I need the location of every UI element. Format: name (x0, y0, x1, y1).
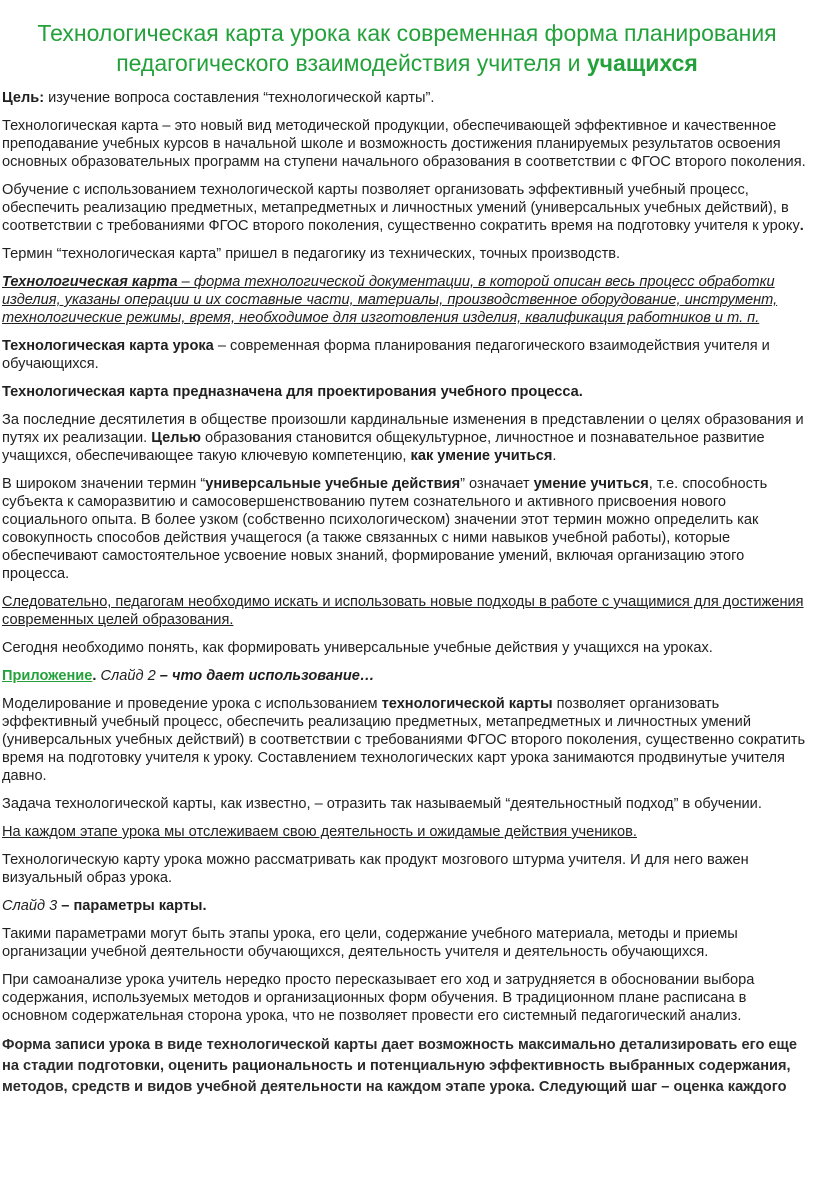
paragraph-slide-3: Слайд 3 – параметры карты. (2, 898, 207, 914)
goal-label: Цель: (2, 90, 45, 106)
paragraph-purpose: Технологическая карта предназначена для проектирования учебного процесса. (2, 384, 583, 400)
paragraph-conclusion: Следовательно, педагогам необходимо искать и использовать новые подходы в работе с учащимися для достижения современных целей образования. (2, 594, 804, 628)
paragraph-lesson-card-definition: Технологическая карта урока – современная форма планирования педагогического взаимодействия учителя и обучающихся. (2, 338, 770, 372)
paragraph-self-analysis: При самоанализе урока учитель нередко просто пересказывает его ход и затрудняется в обосновании выбора содержания, используемых методов и организационных форм обучения. В традиционном плане расписана в основном содержательная сторона урока, что не позволяет провести его системный педагогический анализ. (2, 972, 755, 1024)
paragraph-uud-definition: В широком значении термин “универсальные учебные действия” означает умение учиться, т.е. способность субъекта к саморазвитию и самосовершенствованию путем сознательного и активного присвоения нового социального опыта. В более узком (собственно психологическом) значении этот термин можно определить как совокупность способов действия учащегося (а также связанных с ними навыков учебной работы), которые обеспечивают самостоятельное усвоение новых знаний, формирование умений, включая организацию этого процесса. (2, 476, 768, 582)
paragraph-modeling: Моделирование и проведение урока с использованием технологической карты позволяет организовать эффективный учебный процесс, обеспечить реализацию предметных, метапредметных и личностных умений (универсальных учебных действий) в соответствии с требованиями ФГОС второго поколения, существенно сократить время на подготовку учителя к уроку. Составлением технологических карт урока занимаются продвинутые учителя давно. (2, 696, 806, 784)
paragraph-technical-definition: Технологическая карта – форма технологической документации, в которой описан весь процесс обработки изделия, указаны операции и их составные части, материалы, производственное оборудование, инструмент, технологические режимы, время, необходимое для изготовления изделия, квалификация работников и т. п. (2, 274, 778, 326)
goal-paragraph: Цель: изучение вопроса составления “технологической карты”. (2, 90, 435, 106)
paragraph-brainstorm: Технологическую карту урока можно рассматривать как продукт мозгового штурма учителя. И для него важен визуальный образ урока. (2, 852, 749, 886)
appendix-link[interactable]: Приложение (2, 668, 93, 684)
paragraph-benefits: Обучение с использованием технологической карты позволяет организовать эффективный учебный процесс, обеспечить реализацию предметных, метапредметных и личностных умений (универсальных учебных действий), в соответствии с требованиями ФГОС второго поколения, существенно сократить время на подготовку учителя к уроку. (2, 182, 804, 234)
paragraph-today: Сегодня необходимо понять, как формировать универсальные учебные действия у учащихся на уроках. (2, 640, 713, 656)
paragraph-task: Задача технологической карты, как известно, – отразить так называемый “деятельностный подход” в обучении. (2, 796, 762, 812)
paragraph-term-origin: Термин “технологическая карта” пришел в педагогику из технических, точных производств. (2, 246, 621, 262)
title-bold-word: учащихся (586, 50, 698, 76)
page-title: Технологическая карта урока как современная форма планирования педагогического взаимодействия учителя и учащихся (37, 20, 777, 76)
paragraph-education-goals: За последние десятилетия в обществе произошли кардинальные изменения в представлении о целях образования и путях их реализации. Целью образования становится общекультурное, личностное и познавательное развитие учащихся, обеспечивающее такую ключевую компетенцию, как умение учиться. (2, 412, 804, 464)
paragraph-definition-product: Технологическая карта – это новый вид методической продукции, обеспечивающей эффективное и качественное преподавание учебных курсов в начальной школе и возможность достижения планируемых результатов освоения основных образовательных программ на ступени начального образования в соответствии с ФГОС второго поколения. (2, 118, 806, 170)
paragraph-form-of-record: Форма записи урока в виде технологической карты дает возможность максимально детализировать его еще на стадии подготовки, оценить рациональность и потенциальную эффективность выбранных содержания, методов, средств и видов учебной деятельности на каждом этапе урока. Следующий шаг – оценка каждого (2, 1037, 797, 1095)
term-lesson-card: Технологическая карта урока (2, 338, 214, 354)
paragraph-tracking: На каждом этапе урока мы отслеживаем свою деятельность и ожидамые действия учеников. (2, 824, 637, 840)
term-tech-card: Технологическая карта (2, 274, 178, 290)
paragraph-slide-2: Приложение. Слайд 2 – что дает использование… (2, 668, 375, 684)
paragraph-parameters: Такими параметрами могут быть этапы урока, его цели, содержание учебного материала, методы и приемы организации учебной деятельности обучающихся, деятельность учителя и деятельность обучающихся. (2, 926, 738, 960)
